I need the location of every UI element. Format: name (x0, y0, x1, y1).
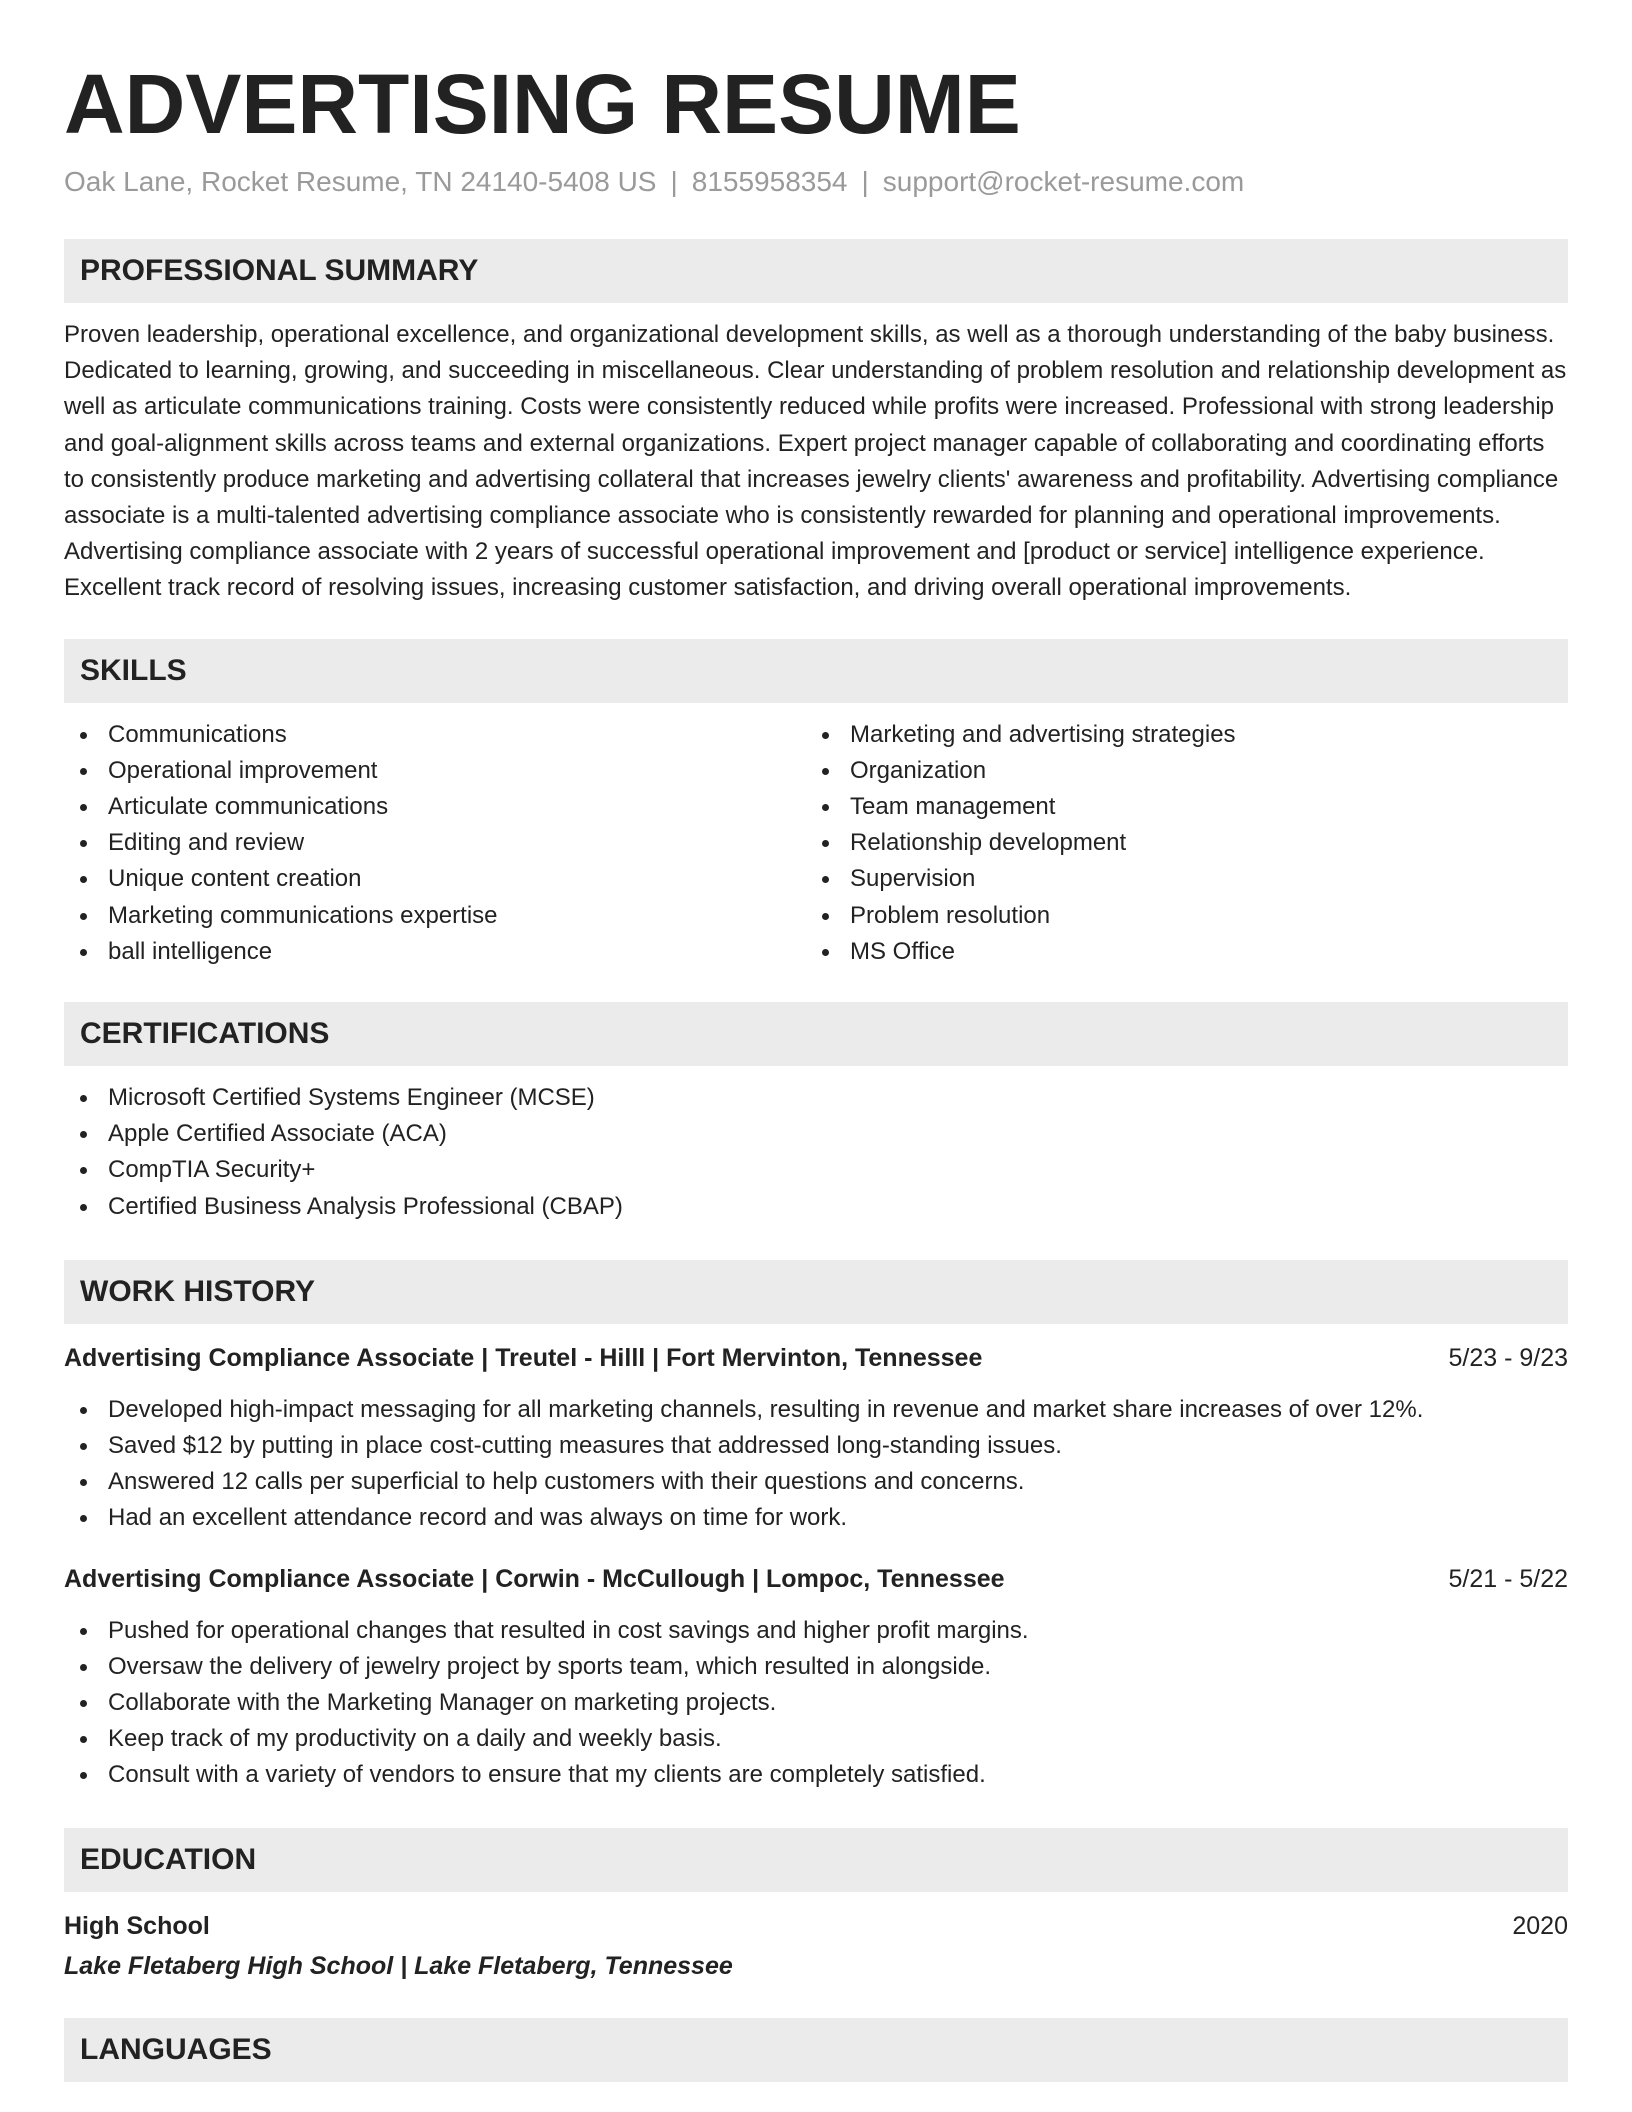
education-year: 2020 (1512, 1911, 1568, 1940)
section-heading-certifications: CERTIFICATIONS (64, 1002, 1568, 1066)
education-school: Lake Fletaberg High School | Lake Fletaberg, Tennessee (64, 1951, 733, 1980)
resume-title: ADVERTISING RESUME (64, 57, 1021, 151)
contact-line (64, 164, 1568, 200)
skill-item: Marketing and advertising strategies (806, 717, 1548, 753)
education-degree: High School (64, 1911, 210, 1940)
job-bullet: Keep track of my productivity on a daily and weekly basis. (64, 1721, 1568, 1757)
section-heading-languages: LANGUAGES (64, 2018, 1568, 2082)
skill-item: Operational improvement (64, 753, 806, 789)
skills-column-left (64, 717, 806, 970)
job-bullet: Developed high-impact messaging for all marketing channels, resulting in revenue and market share increases of over 12%. (64, 1392, 1568, 1428)
job-dates: 5/21 - 5/22 (1448, 1564, 1568, 1593)
resume-page (64, 0, 1568, 2082)
section-heading-work-history: WORK HISTORY (64, 1260, 1568, 1324)
section-heading-education: EDUCATION (64, 1828, 1568, 1892)
skill-item: Articulate communications (64, 789, 806, 825)
job-bullets (64, 1392, 1568, 1537)
contact-separator: | (861, 166, 869, 197)
job-bullet: Had an excellent attendance record and was always on time for work. (64, 1500, 1568, 1536)
job-dates: 5/23 - 9/23 (1448, 1343, 1568, 1372)
skill-item: Supervision (806, 861, 1548, 897)
job-bullet: Answered 12 calls per superficial to help customers with their questions and concerns. (64, 1464, 1568, 1500)
contact-separator: | (670, 166, 678, 197)
job-bullets (64, 1613, 1568, 1794)
job-entry (64, 1340, 1568, 1537)
certification-item: Apple Certified Associate (ACA) (64, 1116, 1568, 1152)
education-entry (64, 1908, 1568, 1984)
skill-item: Problem resolution (806, 898, 1548, 934)
section-heading-skills: SKILLS (64, 639, 1568, 703)
skill-item: Marketing communications expertise (64, 898, 806, 934)
skill-item: Unique content creation (64, 861, 806, 897)
certification-item: Microsoft Certified Systems Engineer (MCSE) (64, 1080, 1568, 1116)
contact-phone: 8155958354 (691, 166, 848, 197)
job-bullet: Collaborate with the Marketing Manager on marketing projects. (64, 1685, 1568, 1721)
job-title: Advertising Compliance Associate | Corwin - McCullough | Lompoc, Tennessee (64, 1564, 1005, 1593)
certifications-list (64, 1080, 1568, 1225)
skill-item: Editing and review (64, 825, 806, 861)
job-bullet: Oversaw the delivery of jewelry project by sports team, which resulted in alongside. (64, 1649, 1568, 1685)
skill-item: MS Office (806, 934, 1548, 970)
contact-email: support@rocket-resume.com (882, 166, 1245, 197)
skill-item: Organization (806, 753, 1548, 789)
job-bullet: Consult with a variety of vendors to ensure that my clients are completely satisfied. (64, 1757, 1568, 1793)
skill-item: Relationship development (806, 825, 1548, 861)
education-header (64, 1908, 1568, 1944)
job-bullet: Saved $12 by putting in place cost-cutting measures that addressed long-standing issues. (64, 1428, 1568, 1464)
contact-address: Oak Lane, Rocket Resume, TN 24140-5408 US (64, 166, 657, 197)
summary-text: Proven leadership, operational excellence, and organizational development skills, as well as a thorough understanding of the baby business. Dedicated to learning, growing, and succeeding in miscellaneous. Clear understanding of problem resolution and relationship development as well as articulate communications training. Costs were consistently reduced while profits were increased. Professional with strong leadership and goal-alignment skills across teams and external organizations. Expert project manager capable of collaborating and coordinating efforts to consistently produce marketing and advertising collateral that increases jewelry clients' awareness and profitability. Advertising compliance associate is a multi-talented advertising compliance associate who is consistently rewarded for planning and operational improvements. Advertising compliance associate with 2 years of successful operational improvement and [product or service] intelligence experience. Excellent track record of resolving issues, increasing customer satisfaction, and driving overall operational improvements. (64, 321, 1567, 602)
job-header (64, 1340, 1568, 1376)
job-bullet: Pushed for operational changes that resulted in cost savings and higher profit margins. (64, 1613, 1568, 1649)
section-heading-summary: PROFESSIONAL SUMMARY (64, 239, 1568, 303)
job-header (64, 1561, 1568, 1597)
job-title: Advertising Compliance Associate | Treutel - Hilll | Fort Mervinton, Tennessee (64, 1343, 983, 1372)
skills-column-right (806, 717, 1548, 970)
job-entry (64, 1561, 1568, 1794)
skill-item: Communications (64, 717, 806, 753)
skill-item: Team management (806, 789, 1548, 825)
skills-list (64, 717, 1568, 970)
certification-item: Certified Business Analysis Professional (CBAP) (64, 1189, 1568, 1225)
skill-item: ball intelligence (64, 934, 806, 970)
certification-item: CompTIA Security+ (64, 1152, 1568, 1188)
